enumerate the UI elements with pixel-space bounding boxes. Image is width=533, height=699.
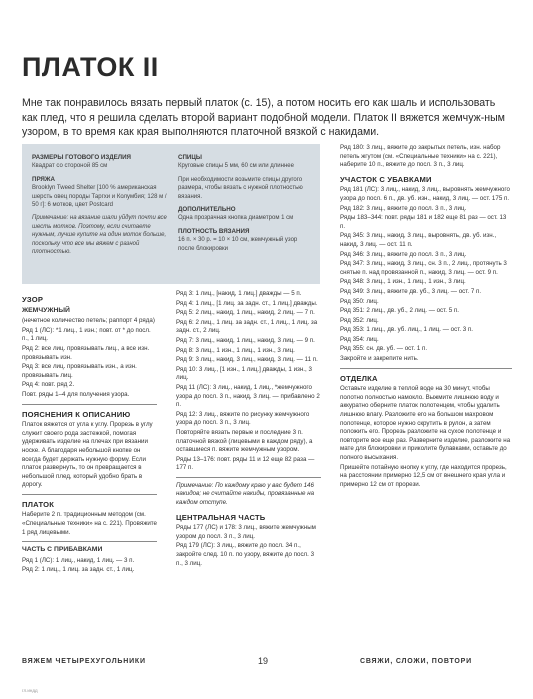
box-heading: ПЛОТНОСТЬ ВЯЗАНИЯ	[178, 227, 250, 235]
paragraph: Ряд 345: 3 лиц., накид, 3 лиц., выровнять, дв. уб. изн., накид, 3 лиц. — ост. 11 п.	[340, 232, 497, 248]
paragraph: Ряды 13–176: повт. ряды 11 и 12 еще 82 раза — 177 п.	[176, 455, 315, 472]
paragraph: Ряды 183–344: повт. ряды 181 и 182 еще 81 раз — ост. 13 п.	[340, 214, 507, 230]
paragraph: Наберите 2 п. традиционным методом (см. «Специальные техники» на с. 221). Провяжите 1 ряд лицевыми.	[22, 511, 157, 536]
paragraph: Повторяйте вязать первые и последние 3 п. платочной вязкой (лицевыми в каждом ряду), а оставшиеся п. вяжите жемчужным узором.	[176, 428, 313, 454]
box-heading: РАЗМЕРЫ ГОТОВОГО ИЗДЕЛИЯ	[32, 154, 131, 161]
paragraph: Ряд 7: 3 лиц., накид, 1 лиц., накид, 3 лиц. — 9 п.	[176, 336, 315, 344]
paragraph: (нечетное количество петель; раппорт 4 ряда)	[22, 317, 155, 325]
section-heading: ЖЕМЧУЖНЫЙ	[22, 306, 70, 314]
section-divider	[340, 368, 512, 369]
materials-box-left	[32, 154, 167, 256]
paragraph: Ряд 2: 1 лиц., 1 лиц. за задн. ст., 1 лиц.	[22, 566, 135, 574]
box-text: 16 п. × 30 р. = 10 × 10 см, жемчужный узор после блокировки	[178, 237, 298, 252]
paragraph: Ряд 181 (ЛС): 3 лиц., накид, 3 лиц., выровнять жемчужного узора до посл. 6 п., дв. уб. изн., накид, 3 лиц. — ост. 175 п.	[340, 186, 510, 202]
column-3	[340, 144, 512, 490]
paragraph: Платок вяжется от угла к углу. Прорезь в углу служит своего рода застежкой, помогая удерживать изделие на плечах при вязании носке. А благодаря небольшой кнопке он всегда будет держать нужную форму. Если платок развернуть, то он превращается в небольшой плед, который удобно брать в дорогу.	[22, 421, 153, 489]
section-heading: ПОЯСНЕНИЯ К ОПИСАНИЮ	[22, 409, 131, 419]
paragraph: Ряд 9: 3 лиц., накид, 3 лиц., накид, 3 лиц. — 11 п.	[176, 356, 318, 364]
column-1	[22, 290, 157, 576]
section-heading: ЧАСТЬ С ПРИБАВКАМИ	[22, 546, 103, 554]
section-heading: УЗОР	[22, 295, 44, 304]
box-heading: ДОПОЛНИТЕЛЬНО	[178, 206, 236, 214]
box-text: Brooklyn Tweed Shelter [100 % американская шерсть овец породы Таргхи и Колумбия; 128 м / 50 г]: 6 мотков, цвет Postcard	[32, 185, 167, 209]
paragraph: Ряд 4: повт. ряд 2.	[22, 381, 75, 389]
paragraph: Ряд 1 (ЛС): *1 лиц., 1 изн.; повт. от * до посл. п., 1 лиц.	[22, 326, 151, 343]
materials-box-right	[178, 154, 310, 253]
paragraph: Ряд 179 (ЛС): 3 лиц., вяжите до посл. 34 п., закройте след. 10 п. по узору, вяжите до посл. 3 п., 3 лиц.	[176, 542, 315, 567]
intro-paragraph: Мне так понравилось вязать первый платок (с. 15), а потом носить его как шаль и использовать как плед, что я решила сделать второй вариант подобной модели. Платок II вяжется жемчуж-ным узором, в то время как края выполняются платочной вязкой с накидами.	[22, 97, 505, 138]
paragraph: Ряд 354: лиц.	[340, 335, 379, 343]
paragraph: Ряд 352: лиц.	[340, 316, 379, 324]
footer-right: СВЯЖИ, СЛОЖИ, ПОВТОРИ	[360, 658, 472, 665]
paragraph: Ряд 182: 3 лиц., вяжите до посл. 3 п., 3 лиц.	[340, 204, 467, 212]
section-heading: УЧАСТОК С УБАВКАМИ	[340, 174, 432, 184]
column-2	[176, 290, 321, 569]
paragraph: Ряд 11 (ЛС): 3 лиц., накид, 1 лиц., *жемчужного узора до посл. 3 п., накид, 3 лиц. — прибавлено 2 п.	[176, 383, 320, 409]
paragraph: Ряд 6: 2 лиц., 1 лиц. за задн. ст., 1 лиц., 1 лиц. за задн. ст., 2 лиц.	[176, 318, 318, 335]
paragraph: Ряд 350: лиц.	[340, 297, 379, 305]
section-heading: ОТДЕЛКА	[340, 373, 378, 383]
file-label: гл.индд	[22, 688, 38, 693]
box-text: При необходимости возьмите спицы другого размера, чтобы вязать с нужной плотностью вязания.	[178, 176, 303, 200]
paragraph: Примечание: По каждому краю у вас будет 146 накидов; не считайте накиды, провязанные на каждом отступе.	[176, 481, 315, 507]
page-title: ПЛАТОК II	[22, 52, 159, 82]
box-heading: ПРЯЖА	[32, 175, 55, 183]
section-divider	[22, 404, 157, 405]
paragraph: Ряд 355: сн. дв. уб. — ост. 1 п.	[340, 345, 428, 353]
materials-box	[22, 144, 320, 284]
paragraph: Ряд 4: 1 лиц., [1 лиц. за задн. ст., 1 лиц.] дважды.	[176, 299, 318, 307]
section-divider	[176, 477, 321, 478]
paragraph: Ряд 346: 3 лиц., вяжите до посл. 3 п., 3 лиц.	[340, 250, 467, 258]
box-text: Круговые спицы 5 мм, 60 см или длиннее	[178, 163, 294, 170]
paragraph: Оставьте изделие в теплой воде на 30 минут, чтобы полотно полностью намокло. Выжмите лишнюю воду и аккуратно оберните платок полотенцем, чтобы удалить лишнюю влагу. Разложите его на большом махровом полотенце, которое нужно скрутить в рулон, а затем положить его. Прорезь разложите на сухое полотенце и повторите все еще раз. Разверните изделие, разложите на мате для блокировки и приколите булавками, оставьте до полного высыхания.	[340, 385, 511, 461]
paragraph: Ряд 353: 1 лиц., дв. уб. лиц., 1 лиц. — ост. 3 п.	[340, 326, 474, 334]
box-note: Примечание: на вязание шали уйдут почти все шесть мотков. Поэтому, если считаете нужным, лучше купите на один моток больше, поскольку что все мы вяжем с разной плотностью.	[32, 215, 167, 256]
paragraph: Ряд 12: 3 лиц., вяжите по рисунку жемчужного узора до посл. 3 п., 3 лиц.	[176, 410, 310, 427]
section-heading: ЦЕНТРАЛЬНАЯ ЧАСТЬ	[176, 512, 266, 522]
section-divider	[22, 541, 157, 542]
paragraph: Повт. ряды 1–4 для получения узора.	[22, 390, 130, 398]
box-text: Квадрат со стороной 85 см	[32, 163, 108, 170]
paragraph: Ряд 2: все лиц. провязывать лиц., а все изн. провязывать изн.	[22, 344, 150, 361]
box-heading: СПИЦЫ	[178, 154, 202, 161]
paragraph: Ряд 351: 2 лиц., дв. уб., 2 лиц. — ост. 5 п.	[340, 307, 459, 315]
paragraph: Ряд 349: 3 лиц., вяжите дв. уб., 3 лиц. — ост. 7 п.	[340, 287, 482, 295]
paragraph: Закройте и закрепите нить.	[340, 355, 419, 363]
paragraph: Ряд 180: 3 лиц., вяжите до закрытых петель, изн. набор петель жгутом (см. «Специальные техники» на с. 221), наберите 10 п., вяжите до посл. 3 п., 3 лиц.	[340, 144, 501, 169]
paragraph: Ряд 10: 3 лиц., [1 изн., 1 лиц.] дважды, 1 изн., 3 лиц.	[176, 365, 312, 382]
section-heading: ПЛАТОК	[22, 499, 55, 509]
page-number: 19	[258, 656, 269, 666]
section-divider	[22, 494, 157, 495]
paragraph: Ряд 347: 3 лиц., накид, 3 лиц., сн. 3 п., 2 лиц., протянуть 3 снятые п. над провязанной п., накид, 3 лиц. — ост. 9 п.	[340, 260, 507, 276]
paragraph: Ряд 5: 2 лиц., накид, 1 лиц., накид, 2 лиц. — 7 п.	[176, 309, 315, 317]
paragraph: Ряд 8: 3 лиц., 1 изн., 1 лиц., 1 изн., 3 лиц.	[176, 346, 295, 354]
paragraph: Ряды 177 (ЛС) и 178: 3 лиц., вяжите жемчужным узором до посл. 3 п., 3 лиц.	[176, 524, 316, 540]
paragraph: Ряд 3: все лиц. провязывать изн., а изн. провязывать лиц.	[22, 363, 137, 379]
footer-left: ВЯЖЕМ ЧЕТЫРЕХУГОЛЬНИКИ	[22, 658, 146, 665]
paragraph: Ряд 3: 1 лиц., [накид, 1 лиц.] дважды — 5 п.	[176, 290, 302, 297]
paragraph: Ряд 1 (ЛС): 1 лиц., накид, 1 лиц. — 3 п.	[22, 556, 135, 564]
paragraph: Ряд 348: 3 лиц., 1 изн., 1 лиц., 1 изн., 3 лиц.	[340, 278, 466, 286]
paragraph: Пришейте потайную кнопку к углу, где находится прорезь, на расстоянии примерно 12,5 см от внешнего края угла и примерно 12 см от прорези.	[340, 463, 507, 488]
box-text: Одна прозрачная кнопка диаметром 1 см	[178, 215, 294, 222]
